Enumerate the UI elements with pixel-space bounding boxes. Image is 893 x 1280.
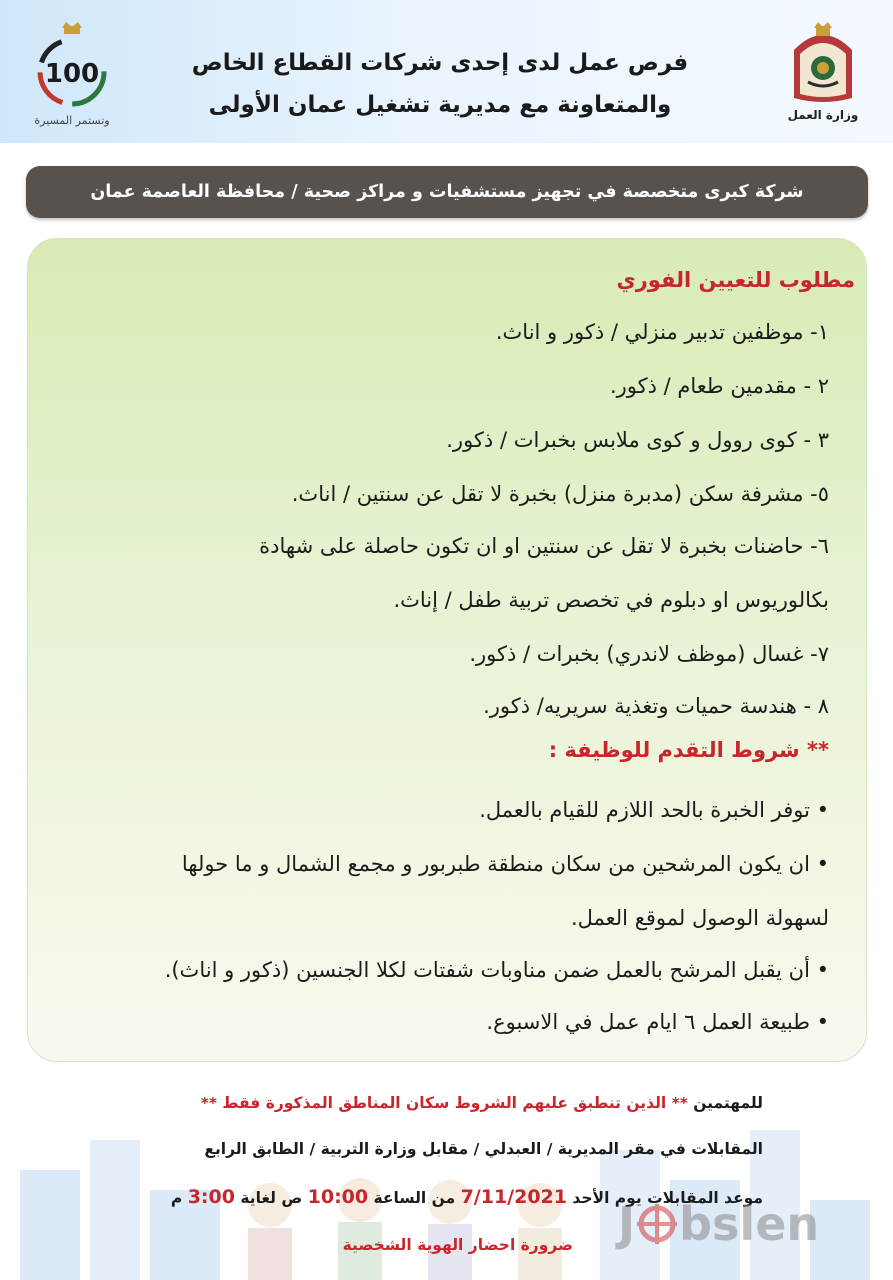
requirement-item-6: ٦- حاضنات بخبرة لا تقل عن سنتين او ان تكون حاصلة على شهادة bbox=[259, 534, 829, 558]
requirement-item-8: ٨ - هندسة حميات وتغذية سريريه/ ذكور. bbox=[483, 694, 829, 718]
footer-interested bbox=[201, 1094, 763, 1112]
end-time: 3:00 bbox=[187, 1186, 235, 1208]
centennial-emblem-icon bbox=[30, 22, 114, 114]
conditions-heading: ** شروط التقدم للوظيفة : bbox=[548, 738, 829, 762]
jobslen-watermark bbox=[618, 1188, 878, 1260]
header-title-line2: والمتعاونة مع مديرية تشغيل عمان الأولى bbox=[208, 92, 672, 118]
condition-item-2: • ان يكون المرشحين من سكان منطقة طبربور و مجمع الشمال و ما حولها bbox=[181, 852, 829, 876]
requirement-item-3: ٣ - كوى روول و كوى ملابس بخبرات / ذكور. bbox=[446, 428, 829, 452]
condition-item-2-cont: لسهولة الوصول لموقع العمل. bbox=[570, 906, 829, 930]
centennial-number: 100 bbox=[44, 59, 100, 89]
condition-item-3: • أن يقبل المرشح بالعمل ضمن مناوبات شفتات لكلا الجنسين (ذكور و اناث). bbox=[164, 958, 829, 982]
watermark-rest: bslen bbox=[679, 1197, 820, 1251]
end-suffix: م bbox=[170, 1189, 183, 1207]
footer-location: المقابلات في مقر المديرية / العبدلي / مقابل وزارة التربية / الطابق الرابع bbox=[204, 1140, 763, 1158]
requirement-item-7: ٧- غسال (موظف لاندري) بخبرات / ذكور. bbox=[469, 642, 829, 666]
requirement-item-2: ٢ - مقدمين طعام / ذكور. bbox=[609, 374, 829, 398]
interested-prefix: للمهتمين bbox=[693, 1094, 763, 1112]
requirement-item-5: ٥- مشرفة سكن (مدبرة منزل) بخبرة لا تقل عن سنتين / اناث. bbox=[291, 482, 829, 506]
footer-id-note: ضرورة احضار الهوية الشخصية bbox=[342, 1236, 573, 1254]
interview-date: 7/11/2021 bbox=[460, 1186, 567, 1208]
interested-note: ** الذين تنطبق عليهم الشروط سكان المناطق المذكورة فقط ** bbox=[200, 1094, 688, 1112]
ministry-label: وزارة العمل bbox=[787, 108, 859, 122]
header-title-line1: فرص عمل لدى إحدى شركات القطاع الخاص bbox=[191, 50, 689, 76]
ministry-logo bbox=[783, 20, 863, 140]
header-title bbox=[140, 42, 740, 126]
centennial-logo bbox=[22, 22, 122, 140]
date-prefix: موعد المقابلات يوم الأحد bbox=[572, 1189, 763, 1207]
watermark-j: J bbox=[618, 1197, 636, 1251]
coat-of-arms-icon bbox=[786, 20, 860, 106]
requirement-item-1: ١- موظفين تدبير منزلي / ذكور و اناث. bbox=[495, 320, 829, 344]
company-banner: شركة كبرى متخصصة في تجهيز مستشفيات و مراكز صحية / محافظة العاصمة عمان bbox=[26, 166, 868, 218]
from-text: من الساعة bbox=[373, 1189, 456, 1207]
condition-item-4: • طبيعة العمل ٦ ايام عمل في الاسبوع. bbox=[486, 1010, 829, 1034]
requirement-item-6-cont: بكالوريوس او دبلوم في تخصص تربية طفل / إناث. bbox=[393, 588, 829, 612]
header bbox=[0, 0, 893, 143]
requirements-heading: مطلوب للتعيين الفوري bbox=[616, 268, 855, 292]
centennial-slogan: وتستمر المسيرة bbox=[34, 114, 110, 127]
crosshair-icon bbox=[635, 1202, 679, 1246]
until-text: ص لغاية bbox=[240, 1189, 303, 1207]
start-time: 10:00 bbox=[307, 1186, 369, 1208]
condition-item-1: • توفر الخبرة بالحد اللازم للقيام بالعمل. bbox=[479, 798, 829, 822]
